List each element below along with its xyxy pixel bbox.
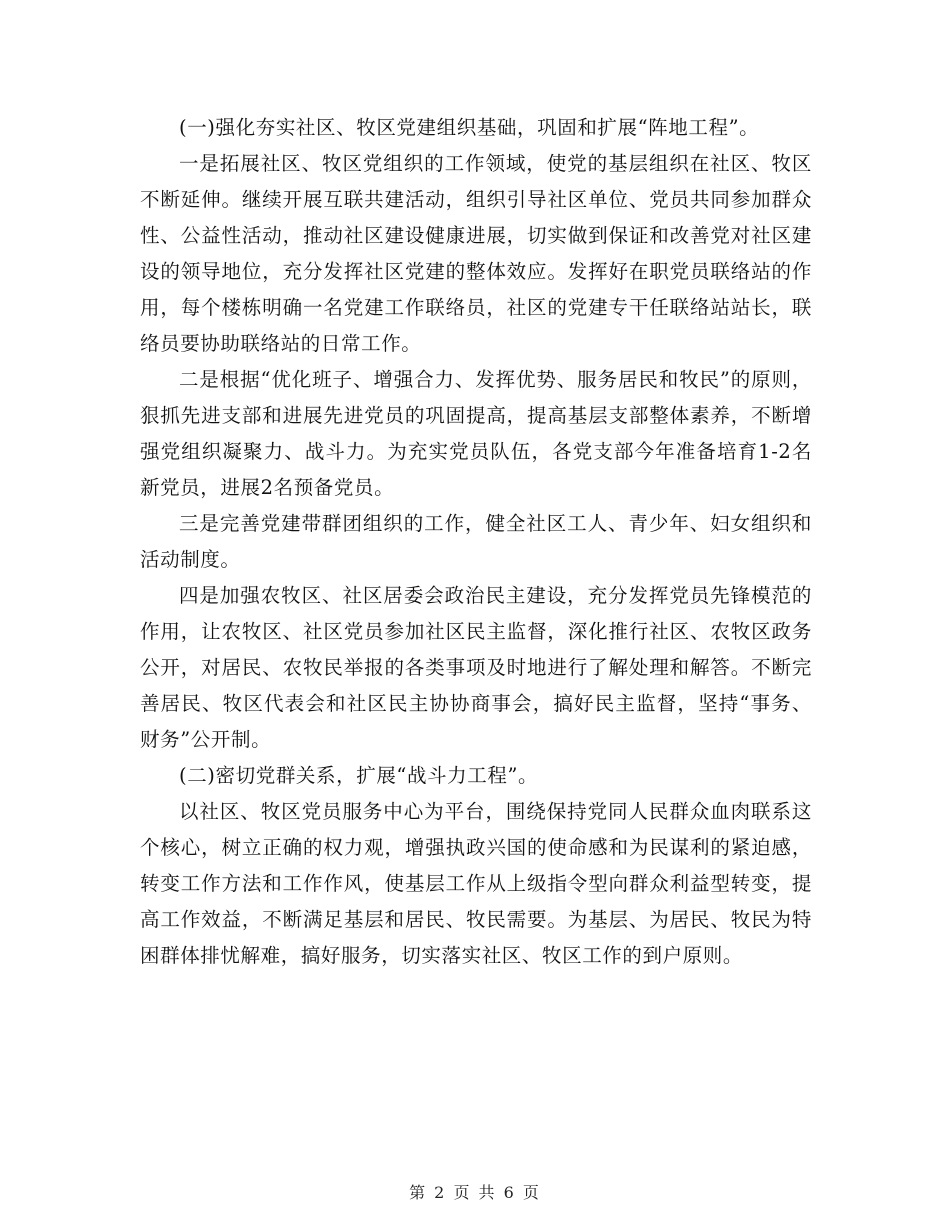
paragraph-5: 以社区、牧区党员服务中心为平台，围绕保持党同人民群众血肉联系这个核心，树立正确的权力观，增强执政兴国的使命感和为民谋利的紧迫感，转变工作方法和工作作风，使基层工作从上级指令型向群众利益型转变，提高工作效益，不断满足基层和居民、牧民需要。为基层、为居民、牧民为特困群体排忧解难，搞好服务，切实落实社区、牧区工作的到户原则。: [140, 800, 812, 967]
paragraph-4: 四是加强农牧区、社区居委会政治民主建设，充分发挥党员先锋模范的作用，让农牧区、社区党员参加社区民主监督，深化推行社区、农牧区政务公开，对居民、农牧民举报的各类事项及时地进行了解处理和解答。不断完善居民、牧区代表会和社区民主协协商事会，搞好民主监督，坚持“事务、财务”公开制。: [140, 584, 812, 751]
section-heading-2: (二)密切党群关系，扩展“战斗力工程”。: [179, 764, 539, 787]
section-heading-1: (一)强化夯实社区、牧区党建组织基础，巩固和扩展“阵地工程”。: [179, 116, 760, 139]
document-body: [140, 110, 812, 974]
paragraph-1: 一是拓展社区、牧区党组织的工作领域，使党的基层组织在社区、牧区不断延伸。继续开展互联共建活动，组织引导社区单位、党员共同参加群众性、公益性活动，推动社区建设健康进展，切实做到保证和改善党对社区建设的领导地位，充分发挥社区党建的整体效应。发挥好在职党员联络站的作用，每个楼栋明确一名党建工作联络员，社区的党建专干任联络站站长，联络员要协助联络站的日常工作。: [140, 152, 812, 355]
paragraph-3: 三是完善党建带群团组织的工作，健全社区工人、青少年、妇女组织和活动制度。: [140, 512, 812, 571]
paragraph-2: 二是根据“优化班子、增强合力、发挥优势、服务居民和牧民”的原则，狠抓先进支部和进展先进党员的巩固提高，提高基层支部整体素养，不断增强党组织凝聚力、战斗力。为充实党员队伍，各党支部今年准备培育1-2名新党员，进展2名预备党员。: [140, 368, 812, 499]
page-number-footer: 第 2 页 共 6 页: [409, 1183, 541, 1202]
